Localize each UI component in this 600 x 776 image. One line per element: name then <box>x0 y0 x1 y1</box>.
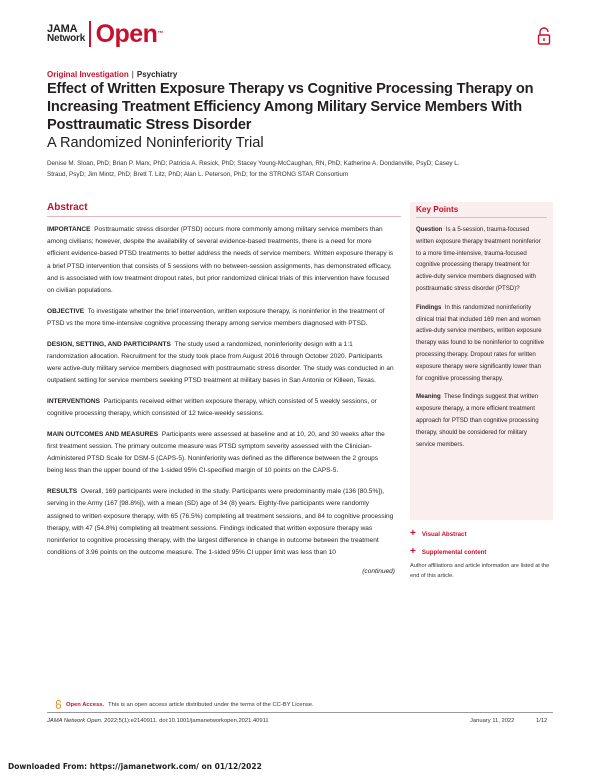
open-access-icon <box>55 700 62 709</box>
section-text: The study used a randomized, noninferiority design with a 1:1 randomization allocation. Recruitment for the study took place from August 2016 through October 2020. Participants were active-duty military service members diagnosed with posttraumatic stress disorder. The study was conducted in an outpatient setting for service members seeking PTSD treatment at military bases in San Antonio or Killeen, Texas. <box>47 340 394 385</box>
article-type[interactable]: Original Investigation <box>47 70 129 79</box>
section-label: DESIGN, SETTING, AND PARTICIPANTS <box>47 340 171 348</box>
section-label: OBJECTIVE <box>47 307 85 315</box>
key-points-box <box>410 202 553 520</box>
section-text: Participants were assessed at baseline and at 10, 20, and 30 weeks after the first treatment session. The primary outcome measure was PTSD symptom severity assessed with the Clinician-Administered PTSD Scale for DSM-5 (CAPS-5). Noninferiority was defined as the difference between the 2 groups being less than the upper bound of the 1-sided 95% CI-specified margin of 10 points on the CAPS-5. <box>47 430 385 475</box>
abstract-section-results <box>47 486 395 559</box>
plus-icon: + <box>410 546 416 557</box>
section-text: Overall, 169 participants were included in the study. Participants were predominantly male (136 [80.5%]), serving in the Army (167 [98.8%]), with a mean (SD) age of 34 (8) years. Eighty-five participants were randomly assigned to written exposure therapy, with 65 (76.5%) completing all treatment sessions, and 84 to cognitive processing therapy, with 47 (54.8%) completing all treatment sessions. Findings indicated that written exposure therapy was noninferior to cognitive processing therapy, with the largest difference in change in outcome between the treatment conditions of 3.96 points on the outcome measure. The 1-sided 95% CI upper limit was less than 10 <box>47 488 394 557</box>
abstract-section-design <box>47 339 395 388</box>
citation-details: 2022;5(1):e2140911. doi:10.1001/jamanetworkopen.2021.40911 <box>104 718 269 724</box>
key-point-question <box>416 224 547 295</box>
key-point-label: Findings <box>416 303 442 311</box>
download-stamp: Downloaded From: https://jamanetwork.com/ on 01/12/2022 <box>8 762 262 771</box>
key-points-heading: Key Points <box>416 205 547 218</box>
section-label: RESULTS <box>47 488 78 496</box>
key-point-label: Meaning <box>416 393 441 401</box>
affiliation-note: Author affiliations and article information are listed at the end of this article. <box>410 563 550 579</box>
logo-line2: Network <box>47 33 86 44</box>
open-access-label[interactable]: Open Access. <box>66 701 105 708</box>
author-list: Denise M. Sloan, PhD; Brian P. Marx, PhD; Patricia A. Resick, PhD; Stacey Young-McCaughan, RN, PhD; Katherine A. Dondanville, PsyD; Casey L. Straud, PsyD; Jim Mintz, PhD; Brett T. Litz, PhD; Alan L. Peterson, PhD; for the STRONG STAR Consortium <box>47 160 460 178</box>
supplemental-content-link[interactable] <box>410 548 486 556</box>
key-points-body <box>416 224 547 450</box>
abstract-section-interventions <box>47 396 395 420</box>
publication-date: January 11, 2022 <box>470 718 515 724</box>
key-point-meaning <box>416 391 547 450</box>
logo-open-text: Open <box>95 20 158 48</box>
key-point-label: Question <box>416 226 443 233</box>
jama-network-open-logo <box>47 17 163 51</box>
article-kicker <box>47 70 177 79</box>
key-point-text: In this randomized noninferiority clinical trial that included 169 men and women active-duty service members, written exposure therapy was found to be noninferior to cognitive processing therapy. Dropout rates for written exposure therapy were significantly lower than for cognitive processing therapy. <box>416 303 545 382</box>
logo-jama-network <box>47 24 85 44</box>
continued-note: (continued) <box>362 567 395 575</box>
citation-journal: JAMA Network Open. <box>47 718 103 724</box>
section-label: IMPORTANCE <box>47 226 91 233</box>
key-point-text: Is a 5-session, trauma-focused written exposure therapy treatment noninferior to a more time-intensive, trauma-focused cognitive processing therapy treatment for active-duty service members diagnosed with posttraumatic stress disorder (PTSD)? <box>416 226 541 292</box>
visual-abstract-label: Visual Abstract <box>421 530 467 538</box>
supplemental-content-label: Supplemental content <box>421 548 487 556</box>
open-access-notice <box>55 700 314 709</box>
key-point-findings <box>416 302 547 385</box>
footer-divider <box>47 712 553 713</box>
abstract-section-importance <box>47 224 395 297</box>
plus-icon: + <box>410 528 416 539</box>
section-label: MAIN OUTCOMES AND MEASURES <box>47 430 159 438</box>
article-title: Effect of Written Exposure Therapy vs Cognitive Processing Therapy on Increasing Treatment Efficiency Among Military Service Members With Posttraumatic Stress Disorder <box>47 81 534 133</box>
open-lock-icon <box>537 27 551 45</box>
page-number: 1/12 <box>536 718 548 724</box>
kicker-separator: | <box>131 70 134 79</box>
section-text: To investigate whether the brief intervention, written exposure therapy, is noninferior in the treatment of PTSD vs the more time-intensive cognitive processing therapy among service members diagnosed with PTSD. <box>47 307 385 327</box>
abstract-body <box>47 224 395 578</box>
section-text: Participants received either written exposure therapy, which consisted of 5 weekly sessions, or cognitive processing therapy, which consisted of 12 twice-weekly sessions. <box>47 397 377 418</box>
section-label: INTERVENTIONS <box>47 397 100 405</box>
logo-line1: JAMA <box>47 23 78 35</box>
article-category[interactable]: Psychiatry <box>136 70 178 79</box>
key-point-text: These findings suggest that written exposure therapy, a more efficient treatment approach for PTSD than cognitive processing therapy, should be considered for military service members. <box>416 393 539 448</box>
abstract-heading: Abstract <box>47 202 401 217</box>
logo-tm: ™ <box>157 31 163 37</box>
citation <box>47 718 269 724</box>
abstract-section-objective <box>47 306 395 330</box>
logo-open <box>96 21 163 47</box>
visual-abstract-link[interactable] <box>410 530 467 538</box>
open-access-text: This is an open access article distributed under the terms of the CC-BY License. <box>108 701 314 708</box>
abstract-section-outcomes <box>47 429 395 478</box>
logo-divider <box>89 21 91 47</box>
section-text: Posttraumatic stress disorder (PTSD) occurs more commonly among military service members than among civilians; however, despite the availability of several evidence-based treatments, there is a need for more efficient evidence-based PTSD treatments to better address the needs of service members. Written exposure therapy is a brief PTSD intervention that consists of 5 sessions with no between-session assignments, has demonstrated efficacy, and is associated with low treatment dropout rates, but prior randomized clinical trials of this intervention have focused on civilian populations. <box>47 226 394 295</box>
article-subtitle: A Randomized Noninferiority Trial <box>47 135 264 151</box>
